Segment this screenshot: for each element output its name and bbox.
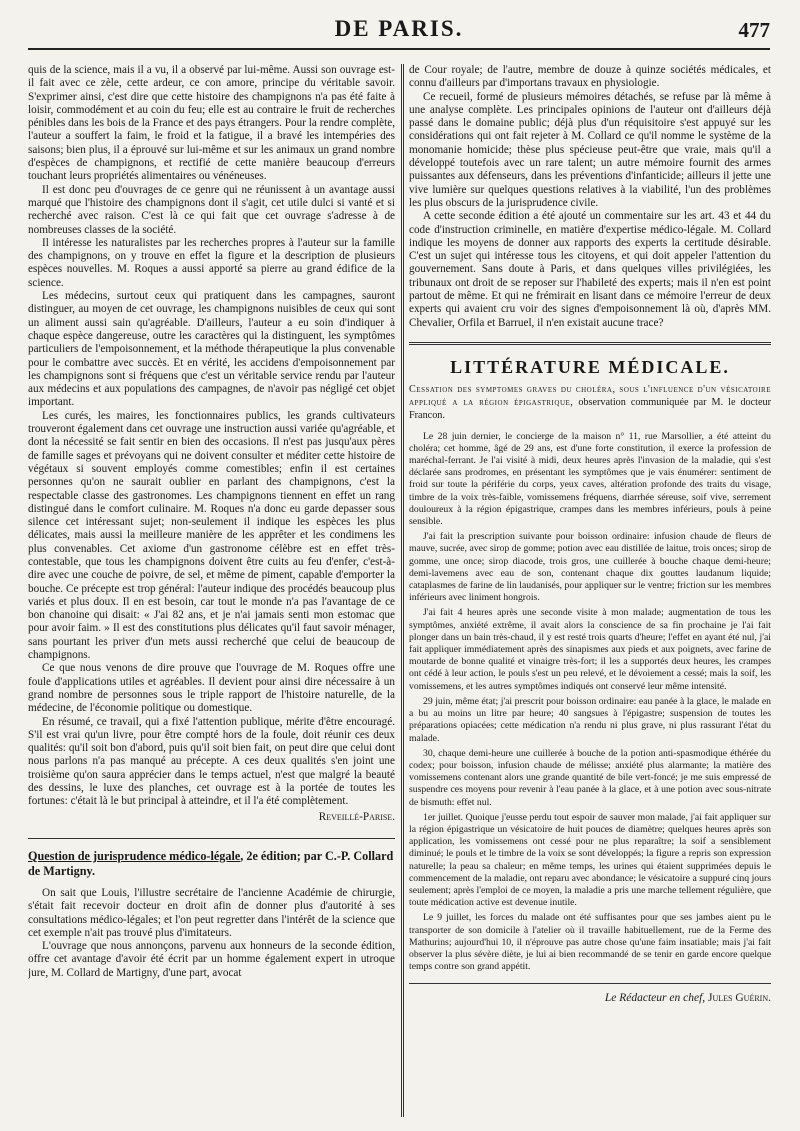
article-paragraph: Ce que nous venons de dire prouve que l'ouvrage de M. Roques offre une foule d'applications utiles et agréables. Il devient pour ainsi dire nécessaire à un grand nombre de personnes sous le triple rapport de l'histoire naturelle, de la médecine, de l'économie politique ou domestique. bbox=[28, 662, 395, 715]
page-header bbox=[28, 14, 770, 50]
article-paragraph: En résumé, ce travail, qui a fixé l'attention publique, mérite d'être encouragé. S'il est vrai qu'un livre, pour être compté hors de la foule, doit réunir ces deux qualités: qu'il soit bon d'abord, puis qu'il soit bien fait, on peut dire que celui dont nous parlons n'a pas manqué au précepte. A ces deux qualités s'en joint une troisième qu'on saura apprécier dans le temps actuel, n'est que malgré la beauté des dessins, le luxe des planches, cet ouvrage est à la portée de toutes les fortunes: c'était là le but principal à atteindre, et il l'a été complètement. bbox=[28, 715, 395, 808]
right-column bbox=[409, 64, 771, 1117]
observation-paragraph: 1er juillet. Quoique j'eusse perdu tout espoir de sauver mon malade, j'ai fait appliquer sur la région épigastrique un vésicatoire de huit pouces de diamètre; quelques heures après son application, les vomissemens ont cessé pour ne plus reparaître; la soif a sensiblement diminué; le pouls et le timbre de la voix se sont développés; la figure a repris son expression naturelle; la peau sa chaleur; en même temps, les urines qui étaient supprimées depuis le commencement de la maladie, ont reparu avec abondance; le vésicatoire a suppuré cinq jours seulement; après l'emploi de ce moyen, la maladie a pris une marche tellement régulière, que toute médication active est devenue inutile. bbox=[409, 811, 771, 909]
section-separator bbox=[28, 838, 395, 839]
section-title: LITTÉRATURE MÉDICALE. bbox=[450, 356, 730, 377]
editor-name: Jules Guérin. bbox=[708, 992, 771, 1005]
editor-rule bbox=[409, 983, 771, 984]
article-paragraph: Les médecins, surtout ceux qui pratiquent dans les campagnes, sauront distinguer, au moyen de cet ouvrage, les champignons nuisibles de ceux qui sont un aliment aussi sain qu'agréable. D'ailleurs, l'auteur a eu soin d'indiquer à chaque espèce dangereuse, outre les caractères qui la distinguent, les symptômes particuliers de l'empoisonnement, et la méthode thérapeutique la plus convenable pour le combattre avec succès. Et en vérité, les accidens d'empoisonnement par les champignons sont si fréquens que c'est un véritable service rendu par l'auteur aux médecins et aux populations des campagnes, de n'avoir pas négligé cet objet important. bbox=[28, 290, 395, 409]
author-signature: Reveillé-Parise. bbox=[318, 810, 395, 823]
article-paragraph: de Cour royale; de l'autre, membre de douze à quinze sociétés médicales, et connu d'ailleurs par d'importans travaux en physiologie. bbox=[409, 64, 771, 90]
observation-body bbox=[409, 431, 771, 974]
question-title-underlined: Question de jurisprudence médico-légale bbox=[28, 848, 241, 863]
article-paragraph: Il est donc peu d'ouvrages de ce genre qui ne réunissent à un avantage aussi marqué que l'histoire des champignons dont il s'agit, cet utile dulci si vanté et si recherché avec raison. C'est là ce qui fait que cet ouvrage s'adresse à de nombreuses classes de la société. bbox=[28, 183, 395, 236]
editor-signature bbox=[409, 992, 771, 1005]
observation-title bbox=[409, 384, 771, 422]
question-paragraph: L'ouvrage que nous annonçons, parvenu aux honneurs de la seconde édition, offre cet avantage d'avoir été écrit par un homme également expert in utroque jure, M. Collard de Martigny, d'une part, avocat bbox=[28, 940, 395, 979]
left-column bbox=[28, 64, 395, 1117]
observation-paragraph: 30, chaque demi-heure une cuillerée à bouche de la potion anti-spasmodique éthérée du codex; pour boisson, infusion chaude de mélisse; anxiété plus alarmante; la matière des vomissemens contenant alors une grande quantité de bile vert-foncé; je me suis empressé de suspendre ces moyens pour revenir à l'eau panée à la glace, et à une potion avec sous-nitrate de bismuth: effet nul. bbox=[409, 747, 771, 808]
observation-paragraph: Le 9 juillet, les forces du malade ont été suffisantes pour que ses jambes aient pu le transporter de son domicile à l'atelier où il travaille habituellement, rue de la Ferme des Mathurins; aujourd'hui 10, il n'éprouve pas autre chose qu'une faim insatiable; mais j'ai fait observer la plus sévère diète, je lui ai bien recommandé de se tenir en garde encore quelque temps contre son grand appétit. bbox=[409, 912, 771, 973]
page-number: 477 bbox=[738, 18, 770, 42]
observation-paragraph: J'ai fait la prescription suivante pour boisson ordinaire: infusion chaude de fleurs de mauve, sucrée, avec sirop de gomme; potion avec eau distillée de laitue, trois onces; sirop de gomme, une once; sirop diacode, trois gros, une cuillerée à bouche chaque demi-heure; demi-lavemens avec eau de son, contenant chaque dix gouttes laudanum liquide; cataplasmes de farine de lin laudanisés, pour appliquer sur le ventre; friction sur les membres inférieurs avec liniment hongrois. bbox=[409, 531, 771, 604]
observation-paragraph: J'ai fait 4 heures après une seconde visite à mon malade; augmentation de tous les symptômes, anxiété extrême, il avait alors la conscience de sa fin prochaine je l'ai fait plonger dans un bain très-chaud, il y est resté trois quarts d'heure; l'effet en ayant été nul, j'ai fait appliquer immédiatement après des sinapismes aux pieds et aux poignets, avec farine de moutarde de bonne qualité et vinaigre très-fort; il les a supportés deux heures, les crampes ont cédé à leur action, le pouls s'est un peu relevé, et le dévoiement a cessé; mais la soif, les vomissemens, et les autres symptômes indiqués ont conservé leur même intensité. bbox=[409, 607, 771, 692]
running-title: DE PARIS. bbox=[334, 16, 464, 41]
observation-paragraph: 29 juin, même état; j'ai prescrit pour boisson ordinaire: eau panée à la glace, le malade en a bu au moins un litre par heure; 40 sangsues à l'épigastre; suspension de toutes les préparations opiacées; cette médication n'a rendu ni plus grave, ni plus rassurant l'état du malade. bbox=[409, 695, 771, 744]
question-paragraph: On sait que Louis, l'illustre secrétaire de l'ancienne Académie de chirurgie, s'était fait recevoir docteur en droit afin de donner plus d'autorité à ses consultations médico-légales; et l'on peut regretter dans l'intérêt de la science que cet exemple n'ait pas trouvé plus d'imitateurs. bbox=[28, 886, 395, 939]
question-title bbox=[28, 849, 395, 879]
article-paragraph: quis de la science, mais il a vu, il a observé par lui-même. Aussi son ouvrage est-il fait avec ce zèle, cette ardeur, ce con amore, principe du véritable savoir. S'exprimer ainsi, c'est dire que cette histoire des champignons n'a pas été faite à loisir, commodément et au coin du feu; elle est au contraire le fruit de recherches pénibles dans les bois de la France et des pays étrangers. Pour la rendre complète, l'auteur a souffert la faim, le froid et la fatigue, il a bravé les intempéries des saisons; bien plus, il a éprouvé sur lui-même et sur les animaux un grand nombre d'espèces de champignons, et rectifié de cette manière beaucoup d'erreurs touchant leurs propriétés alimentaires ou vénéneuses. bbox=[28, 64, 395, 183]
article-paragraph: A cette seconde édition a été ajouté un commentaire sur les art. 43 et 44 du code d'instruction criminelle, en matière d'expertise médico-légale. M. Collard indique les moyens de donner aux rapports des experts la certitude désirable. C'est un sujet qui intéresse tous les citoyens, et qui doit appeler l'attention du gouvernement. Sans doute à Paris, et dans quelques villes privilégiées, les tribunaux ont droit de se reposer sur l'habileté des experts; mais il n'en est point partout de même. Et qui ne frémirait en lisant dans ce mémoire l'erreur de deux experts qui avaient cru voir des signes d'empoisonnement là où, d'après MM. Chevalier, Orfila et Barruel, il n'en existait aucune trace? bbox=[409, 210, 771, 329]
observation-subtitle: observation communiquée par M. le docteur Francon. bbox=[409, 397, 771, 421]
article-paragraph: Les curés, les maires, les fonctionnaires publics, les grands cultivateurs trouveront également dans cet ouvrage une instruction aussi variée qu'agréable, et dont la nécessité se fait sentir en bien des occasions. Il n'est pas jusqu'aux pères de famille sages et prévoyans qui ne doivent consulter et méditer cette histoire de végétaux si souvent employés comme comestibles; enfin il est certaines personnes qu'on ne saurait oublier en parlant des champignons, c'est la respectable classe des gastronomes. Les champignons tiennent en effet un rang distingué dans le comfort culinaire. M. Roques n'a donc eu garde depasser sous silence cet intéressant sujet; non-seulement il indique les espèces les plus délicates, mais aussi la meilleure manière de les apprêter et les condimens les plus convenables. Cet axiome d'un gastronome célèbre est en effet très-contestable, que tous les champignons doivent être cuits au feu d'enfer, c'est-à-dire avec une couche de poivre, de sel, et même de piment, capable d'emporter la bouche. Ce précepte est trop général: l'auteur indique des procédés beaucoup plus variés et plus doux. Il en est besoin, car tout le monde n'a pas l'avantage de ce bon chanoine qui disait: « J'ai 82 ans, et je n'ai jamais senti mon estomac que pour avoir faim. » Il est des constitutions plus délicates qu'il faut savoir ménager, sans pourtant les priver d'un mets aussi recherché que celui de beaucoup de champignons. bbox=[28, 409, 395, 662]
section-rule bbox=[409, 342, 771, 345]
observation-title-caps: Cessation des symptomes graves du choléra, sous l'influence d'un vésicatoire appliqué a la région épigastrique, bbox=[409, 384, 771, 409]
article-paragraph: Il intéresse les naturalistes par les recherches propres à l'auteur sur la famille des champignons, on y trouve en effet la figure et la description de plusieurs espèces nouvelles. M. Roques a aussi apporté sa pierre au grand édifice de la science. bbox=[28, 236, 395, 289]
column-divider bbox=[401, 64, 404, 1117]
editor-role: Le Rédacteur en chef, bbox=[604, 992, 706, 1005]
article-paragraph: Ce recueil, formé de plusieurs mémoires détachés, se refuse par là même à une analyse complète. Les principales opinions de l'auteur ont d'ailleurs déjà passé dans le domaine public; déjà plus d'un réquisitoire s'est appuyé sur les considérations qui ont fait rejeter à M. Collard ce qu'il nomme le système de la monomanie homicide; thèse plus spécieuse peut-être que vraie, mais qu'il a développé toutefois avec un rare talent; un autre mémoire fournit des armes puissantes aux défenseurs, dans les préventions d'infanticide; ailleurs il jette une vive lumière sur quelques questions relatives à la viabilité, l'un des problèmes les plus obscurs de la jurisprudence civile. bbox=[409, 90, 771, 209]
observation-paragraph: Le 28 juin dernier, le concierge de la maison n° 11, rue Marsollier, a été atteint du choléra; cet homme, âgé de 29 ans, est d'une forte constitution, il exerce la profession de maréchal-ferrant. Je l'ai visité à midi, deux heures après l'invasion de la maladie, qui s'est déclarée sans prodromes, en présentant les symptômes que je vais énumérer: sentiment de froid sur toute la périférie du corps, yeux caves, altération profonde des traits du visage, timbre de la voix très-faible, vomissemens fréquens, diarrhée séreuse, soif vive, serrement douloureux à la région épigastrique, crampes dans les membres inférieurs, pouls à peine sensible. bbox=[409, 430, 771, 528]
question-title-rest: , 2e édition; par C.-P. Collard de Martigny. bbox=[28, 848, 394, 878]
